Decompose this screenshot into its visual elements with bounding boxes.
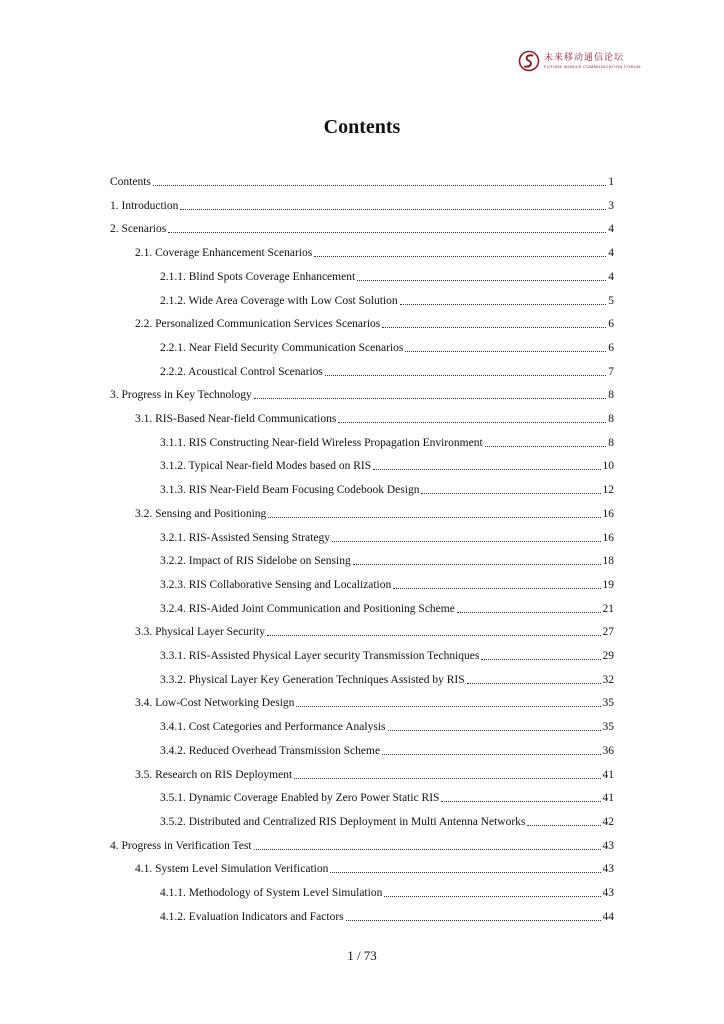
toc-entry-label: 2.1.1. Blind Spots Coverage Enhancement	[160, 270, 356, 283]
toc-entry-label: 2.2. Personalized Communication Services Scenarios	[135, 318, 381, 331]
toc-entry-page: 6	[608, 341, 614, 354]
toc-leader-dots	[393, 588, 600, 589]
toc-entry[interactable]	[160, 880, 614, 900]
toc-entry-label: 3.4.2. Reduced Overhead Transmission Scheme	[160, 744, 381, 757]
toc-leader-dots	[382, 327, 606, 328]
page-title: Contents	[323, 116, 401, 138]
toc-entry-label: 3.2.4. RIS-Aided Joint Communication and Positioning Scheme	[160, 602, 455, 615]
toc-entry-page: 4	[608, 270, 614, 283]
toc-leader-dots	[405, 351, 606, 352]
toc-leader-dots	[267, 635, 601, 636]
toc-leader-dots	[180, 209, 606, 210]
toc-entry-page: 43	[602, 863, 614, 876]
toc-entry-page: 8	[608, 413, 614, 425]
toc-entry[interactable]	[160, 264, 614, 284]
toc-leader-dots	[254, 849, 601, 850]
toc-leader-dots	[338, 422, 606, 423]
toc-leader-dots	[330, 872, 600, 873]
toc-entry-label: 4.1.2. Evaluation Indicators and Factors	[160, 910, 344, 923]
toc-entry[interactable]	[160, 667, 614, 687]
toc-entry-page: 35	[602, 721, 614, 734]
toc-leader-dots	[421, 493, 600, 494]
toc-entry-page: 29	[602, 650, 614, 662]
toc-entry-page: 16	[602, 507, 614, 520]
toc-entry-label: 3.2.2. Impact of RIS Sidelobe on Sensing	[160, 555, 351, 568]
toc-entry-label: 1. Introduction	[110, 199, 179, 212]
toc-entry[interactable]	[160, 572, 614, 592]
toc-leader-dots	[332, 541, 601, 542]
toc-entry-page: 3	[608, 199, 614, 212]
toc-entry-label: 3.1.3. RIS Near-Field Beam Focusing Codebook Design	[160, 484, 420, 497]
toc-entry-page: 43	[602, 839, 614, 852]
toc-leader-dots	[457, 612, 601, 613]
toc-entry-label: 3.5.2. Distributed and Centralized RIS Deployment in Multi Antenna Networks	[160, 815, 526, 828]
toc-entry-label: 3.2. Sensing and Positioning	[135, 507, 267, 520]
toc-entry-page: 1	[608, 176, 614, 188]
toc-entry-page: 27	[602, 626, 614, 639]
toc-entry[interactable]	[160, 430, 614, 450]
toc-entry-page: 4	[608, 247, 614, 260]
toc-entry[interactable]	[110, 216, 614, 236]
toc-entry-page: 41	[602, 792, 614, 805]
forum-logo-icon	[518, 50, 540, 72]
toc-entry-label: 3.2.1. RIS-Assisted Sensing Strategy	[160, 531, 330, 544]
toc-entry-label: 2.1.2. Wide Area Coverage with Low Cost Solution	[160, 294, 398, 307]
toc-entry[interactable]	[160, 453, 614, 473]
toc-entry-label: 3.4.1. Cost Categories and Performance Analysis	[160, 721, 386, 734]
logo-text	[544, 54, 641, 69]
toc-entry[interactable]	[135, 311, 614, 331]
toc-entry-label: 3.3. Physical Layer Security	[135, 626, 265, 639]
toc-entry[interactable]	[135, 501, 614, 521]
toc-entry-page: 8	[608, 436, 614, 449]
toc-entry-label: 3.1. RIS-Based Near-field Communications	[135, 413, 337, 425]
toc-entry-page: 6	[608, 318, 614, 331]
toc-entry-label: 3.5.1. Dynamic Coverage Enabled by Zero Power Static RIS	[160, 792, 440, 805]
toc-entry[interactable]	[160, 548, 614, 568]
toc-entry-page: 41	[602, 768, 614, 781]
toc-leader-dots	[294, 778, 600, 779]
toc-entry-label: 3.2.3. RIS Collaborative Sensing and Localization	[160, 578, 392, 591]
toc-entry[interactable]	[110, 382, 614, 402]
toc-leader-dots	[527, 825, 600, 826]
toc-leader-dots	[357, 280, 606, 281]
toc-entry[interactable]	[135, 690, 614, 710]
toc-leader-dots	[325, 375, 606, 376]
toc-entry-label: 3.4. Low-Cost Networking Design	[135, 697, 295, 710]
toc-entry-label: 2.1. Coverage Enhancement Scenarios	[135, 247, 313, 260]
logo-english-name: FUTURE MOBILE COMMUNICATION FORUM	[544, 63, 641, 69]
toc-entry-label: 3.1.2. Typical Near-field Modes based on RIS	[160, 460, 372, 473]
toc-leader-dots	[254, 398, 606, 399]
toc-entry[interactable]	[160, 643, 614, 663]
toc-entry-label: 2. Scenarios	[110, 223, 167, 236]
toc-entry-label: 3.5. Research on RIS Deployment	[135, 768, 293, 781]
toc-entry-page: 43	[602, 887, 614, 899]
toc-entry-label: 3.1.1. RIS Constructing Near-field Wireless Propagation Environment	[160, 436, 483, 449]
toc-entry[interactable]	[160, 904, 614, 924]
toc-entry[interactable]	[135, 240, 614, 260]
toc-entry-page: 4	[608, 223, 614, 236]
toc-entry[interactable]	[135, 619, 614, 639]
toc-entry-label: 4. Progress in Verification Test	[110, 839, 252, 852]
toc-entry[interactable]	[110, 169, 614, 189]
toc-leader-dots	[353, 564, 601, 565]
toc-entry-page: 8	[608, 389, 614, 402]
toc-leader-dots	[481, 659, 600, 660]
toc-leader-dots	[296, 706, 600, 707]
toc-entry[interactable]	[160, 359, 614, 379]
toc-entry-page: 18	[602, 555, 614, 568]
toc-leader-dots	[314, 256, 606, 257]
toc-leader-dots	[467, 683, 601, 684]
toc-leader-dots	[168, 232, 606, 233]
toc-leader-dots	[485, 446, 607, 447]
toc-entry-page: 16	[602, 531, 614, 544]
logo-chinese-name: 未来移动通信论坛	[544, 52, 625, 63]
toc-leader-dots	[400, 304, 607, 305]
toc-entry-label: 4.1.1. Methodology of System Level Simulation	[160, 887, 383, 899]
toc-entry[interactable]	[110, 833, 614, 853]
toc-entry[interactable]	[135, 856, 614, 876]
toc-entry-page: 21	[602, 602, 614, 615]
forum-logo	[518, 48, 641, 74]
toc-entry-label: 3. Progress in Key Technology	[110, 389, 252, 402]
toc-entry-label: 2.2.2. Acoustical Control Scenarios	[160, 365, 323, 378]
toc-entry-label: 2.2.1. Near Field Security Communication Scenarios	[160, 341, 404, 354]
toc-entry[interactable]	[110, 193, 614, 213]
toc-entry[interactable]	[160, 738, 614, 758]
toc-entry-page: 42	[602, 815, 614, 828]
page-number: 1 / 73	[347, 948, 377, 963]
toc-entry-label: 4.1. System Level Simulation Verification	[135, 863, 329, 876]
toc-entry[interactable]	[160, 596, 614, 616]
toc-entry[interactable]	[135, 762, 614, 782]
toc-entry[interactable]	[160, 714, 614, 734]
toc-entry-page: 44	[602, 910, 614, 923]
toc-leader-dots	[441, 801, 600, 802]
toc-leader-dots	[384, 896, 600, 897]
toc-entry[interactable]	[160, 288, 614, 308]
toc-entry[interactable]	[160, 809, 614, 829]
toc-entry[interactable]	[160, 785, 614, 805]
toc-leader-dots	[153, 185, 606, 186]
toc-entry[interactable]	[160, 477, 614, 497]
toc-entry[interactable]	[135, 406, 614, 426]
toc-entry-label: 3.3.2. Physical Layer Key Generation Techniques Assisted by RIS	[160, 673, 465, 686]
toc-entry-page: 5	[608, 294, 614, 307]
toc-entry-label: 3.3.1. RIS-Assisted Physical Layer security Transmission Techniques	[160, 650, 480, 662]
toc-entry-page: 7	[608, 365, 614, 378]
toc-entry-page: 36	[602, 744, 614, 757]
toc-entry[interactable]	[160, 335, 614, 355]
toc-entry-page: 19	[602, 578, 614, 591]
toc-entry-label: Contents	[110, 176, 151, 188]
toc-entry-page: 32	[602, 673, 614, 686]
toc-leader-dots	[268, 517, 600, 518]
toc-entry-page: 10	[602, 460, 614, 473]
toc-entry[interactable]	[160, 525, 614, 545]
toc-entry-page: 35	[602, 697, 614, 710]
toc-leader-dots	[388, 730, 601, 731]
toc-leader-dots	[373, 469, 600, 470]
toc-entry-page: 12	[602, 484, 614, 497]
toc-leader-dots	[382, 754, 600, 755]
toc-leader-dots	[346, 920, 601, 921]
